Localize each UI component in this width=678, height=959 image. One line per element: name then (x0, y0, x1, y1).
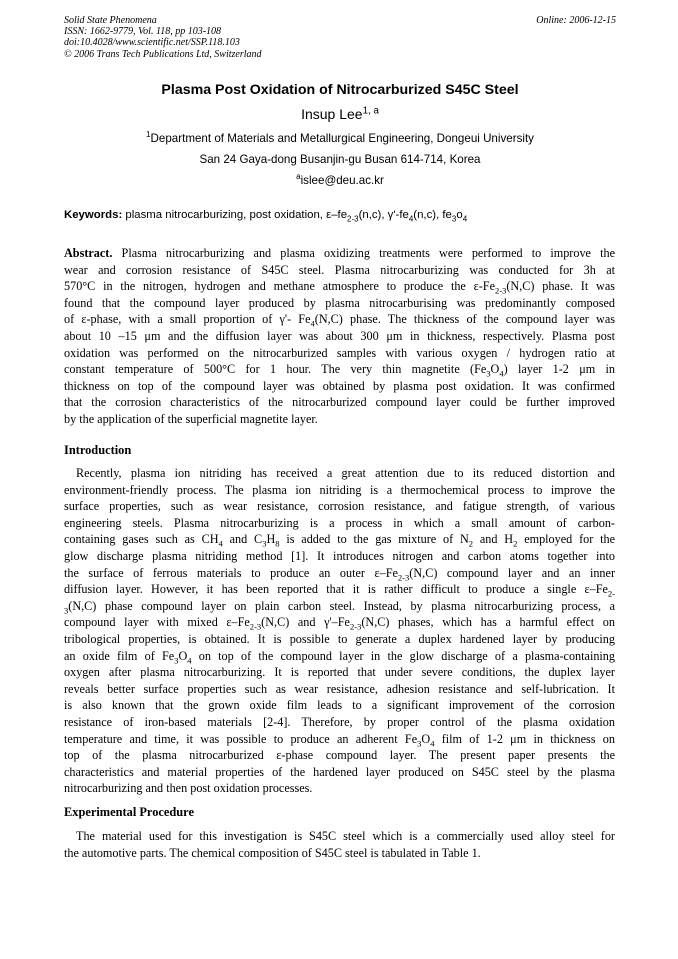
abstract-line: found that the compound layer produced by plasma nitrocarburising was predominantly composed (64, 295, 615, 310)
intro-line: oxygen after plasma nitrocarburizing. It is reported that under severe conditions, the duplex layer (64, 665, 615, 680)
intro-line: is also known that the grown oxide film leads to a significant improvement of the corrosion (64, 698, 615, 713)
keywords: Keywords: plasma nitrocarburizing, post oxidation, $\varepsilon-fe_{2-3}(n,c)$, $\gamma'-fe_4(n,c)$, $fe_3o_4$ (64, 209, 468, 224)
affiliation-line-2: San 24 Gaya-dong Busanjin-gu Busan 614-714, Korea (199, 153, 481, 166)
paper-title: Plasma Post Oxidation of Nitrocarburized S45C Steel (161, 82, 519, 98)
abstract-label: Abstract. (64, 246, 113, 260)
intro-line: nitrocarburizing and then post oxidation processes. (64, 781, 313, 796)
email-mark: a (296, 172, 301, 182)
intro-line: diffusion layer. However, it has been reported that it is rather difficult to produce a single $\varepsilon-Fe_{2-}$ (64, 582, 615, 599)
author-marks: 1, a (362, 105, 379, 117)
intro-line: compound layer with mixed $\varepsilon-Fe_{2-3}(N,C)$ and $\gamma'-Fe_{2-3}(N,C)$ phases, which has a harmful effect on (64, 615, 615, 632)
introduction-body (64, 465, 615, 797)
abstract (64, 245, 615, 428)
online-date: Online: 2006-12-15 (536, 15, 616, 26)
copyright-line: © 2006 Trans Tech Publications Ltd, Switzerland (64, 48, 262, 60)
intro-line: containing gases such as $CH_4$ and $C_3H_8$ is added to the gas mixture of $N_2$ and $H_2$ employed for the (64, 532, 615, 549)
intro-line: reveals better surface properties such as wear resistance, adhesion resistance and self-lubrication. It (64, 681, 615, 696)
abstract-line: that the corrosion characteristics of the nitrocarburized compound layer could be further improved (64, 395, 615, 410)
journal-name: Solid State Phenomena (64, 15, 157, 26)
email-address: islee@deu.ac.kr (300, 174, 384, 187)
abstract-line: thickness on top of the compound layer was obtained by plasma post oxidation. It was confirmed (64, 378, 615, 393)
intro-line: Recently, plasma ion nitriding has received a great attention due to its reduced distortion and (76, 466, 615, 480)
intro-line: surface properties, such as wear resistance, corrosion resistance, and fatigue strength, of various (64, 499, 615, 514)
issn-line: ISSN: 1662-9779, Vol. 118, pp 103-108 (64, 26, 222, 38)
intro-line: resistance of iron-based materials [2-4]. Therefore, by proper control of the plasma oxidation (64, 714, 615, 729)
intro-line: temperature and time, it was possible to produce an adherent $Fe_3O_4$ film of 1-2 μm in thickness on (64, 731, 615, 748)
affiliation-mark: 1 (146, 130, 151, 140)
abstract-line: wear and corrosion resistance of S45C steel. Plasma nitrocarburizing was conducted for 3h at (64, 262, 615, 277)
abstract-line: 570°C in the nitrogen, hydrogen and methane atmosphere to produce the $\varepsilon-Fe_{2-3}(N,C)$ phase. It was (64, 279, 615, 296)
journal-header (64, 15, 616, 60)
intro-line: characteristics and material properties of the hardened layer produced on S45C steel by the plasma (64, 764, 615, 779)
keywords-label: Keywords: (64, 209, 123, 221)
intro-line: the surface of ferrous materials to produce an outer $\varepsilon-Fe_{2-3}(N,C)$ compound layer and an inner (64, 565, 615, 582)
intro-line: glow discharge plasma nitriding method [1]. It introduces nitrogen and carbon atoms together into (64, 548, 615, 563)
experimental-line: The material used for this investigation is S45C steel which is a commercially used alloy steel for (76, 829, 615, 843)
abstract-line: by the application of the superficial magnetite layer. (64, 411, 318, 426)
email-line (64, 174, 616, 187)
abstract-line: about 10 –15 μm and the diffusion layer was about 300 μm in thickness, respectively. Plasma post (64, 328, 615, 343)
affiliation-line-1: $^1$Department of Materials and Metallurgical Engineering, Dongeui University (146, 130, 534, 145)
intro-line: tribological properties, is obtained. It is possible to generate a duplex hardened layer by producing (64, 631, 615, 646)
experimental-line: the automotive parts. The chemical composition of S45C steel is tabulated in Table 1. (64, 845, 481, 860)
intro-line: engineering steels. Plasma nitrocarburizing is a process in which a small amount of carbon- (64, 515, 615, 530)
author-name: Insup Lee (301, 106, 363, 122)
intro-line: an oxide film of $Fe_3O_4$ on top of the compound layer in the glow discharge of a plasma-containing (64, 648, 615, 665)
author-line (64, 106, 616, 122)
abstract-line: constant temperature of 500°C for 1 hour. The very thin magnetite $(Fe_3O_4)$ layer 1-2 μm in (64, 362, 616, 379)
experimental-body (64, 828, 615, 861)
introduction-heading: Introduction (64, 443, 132, 457)
intro-line: environment-friendly process. The plasma ion nitriding is a thermochemical process to improve the (64, 482, 615, 497)
experimental-heading: Experimental Procedure (64, 805, 194, 819)
intro-line: top of the plasma nitrocarburized ε-phase compound layer. The present paper presents the (64, 748, 615, 763)
abstract-line: of ε-phase, with a small proportion of γ'- $Fe_4(N,C)$ phase. The thickness of the compound layer was (64, 312, 615, 329)
abstract-line: Abstract. Plasma nitrocarburizing and plasma oxidizing treatments were performed to improve the (64, 246, 615, 260)
doi-line: doi:10.4028/www.scientific.net/SSP.118.103 (64, 37, 240, 49)
abstract-line: oxidation was performed on the nitrocarburized samples with various oxygen / hydrogen ratio at (64, 345, 615, 360)
intro-line: $_3$(N,C) phase compound layer on plain carbon steel. Instead, by plasma nitrocarburizing process, a (64, 598, 615, 616)
